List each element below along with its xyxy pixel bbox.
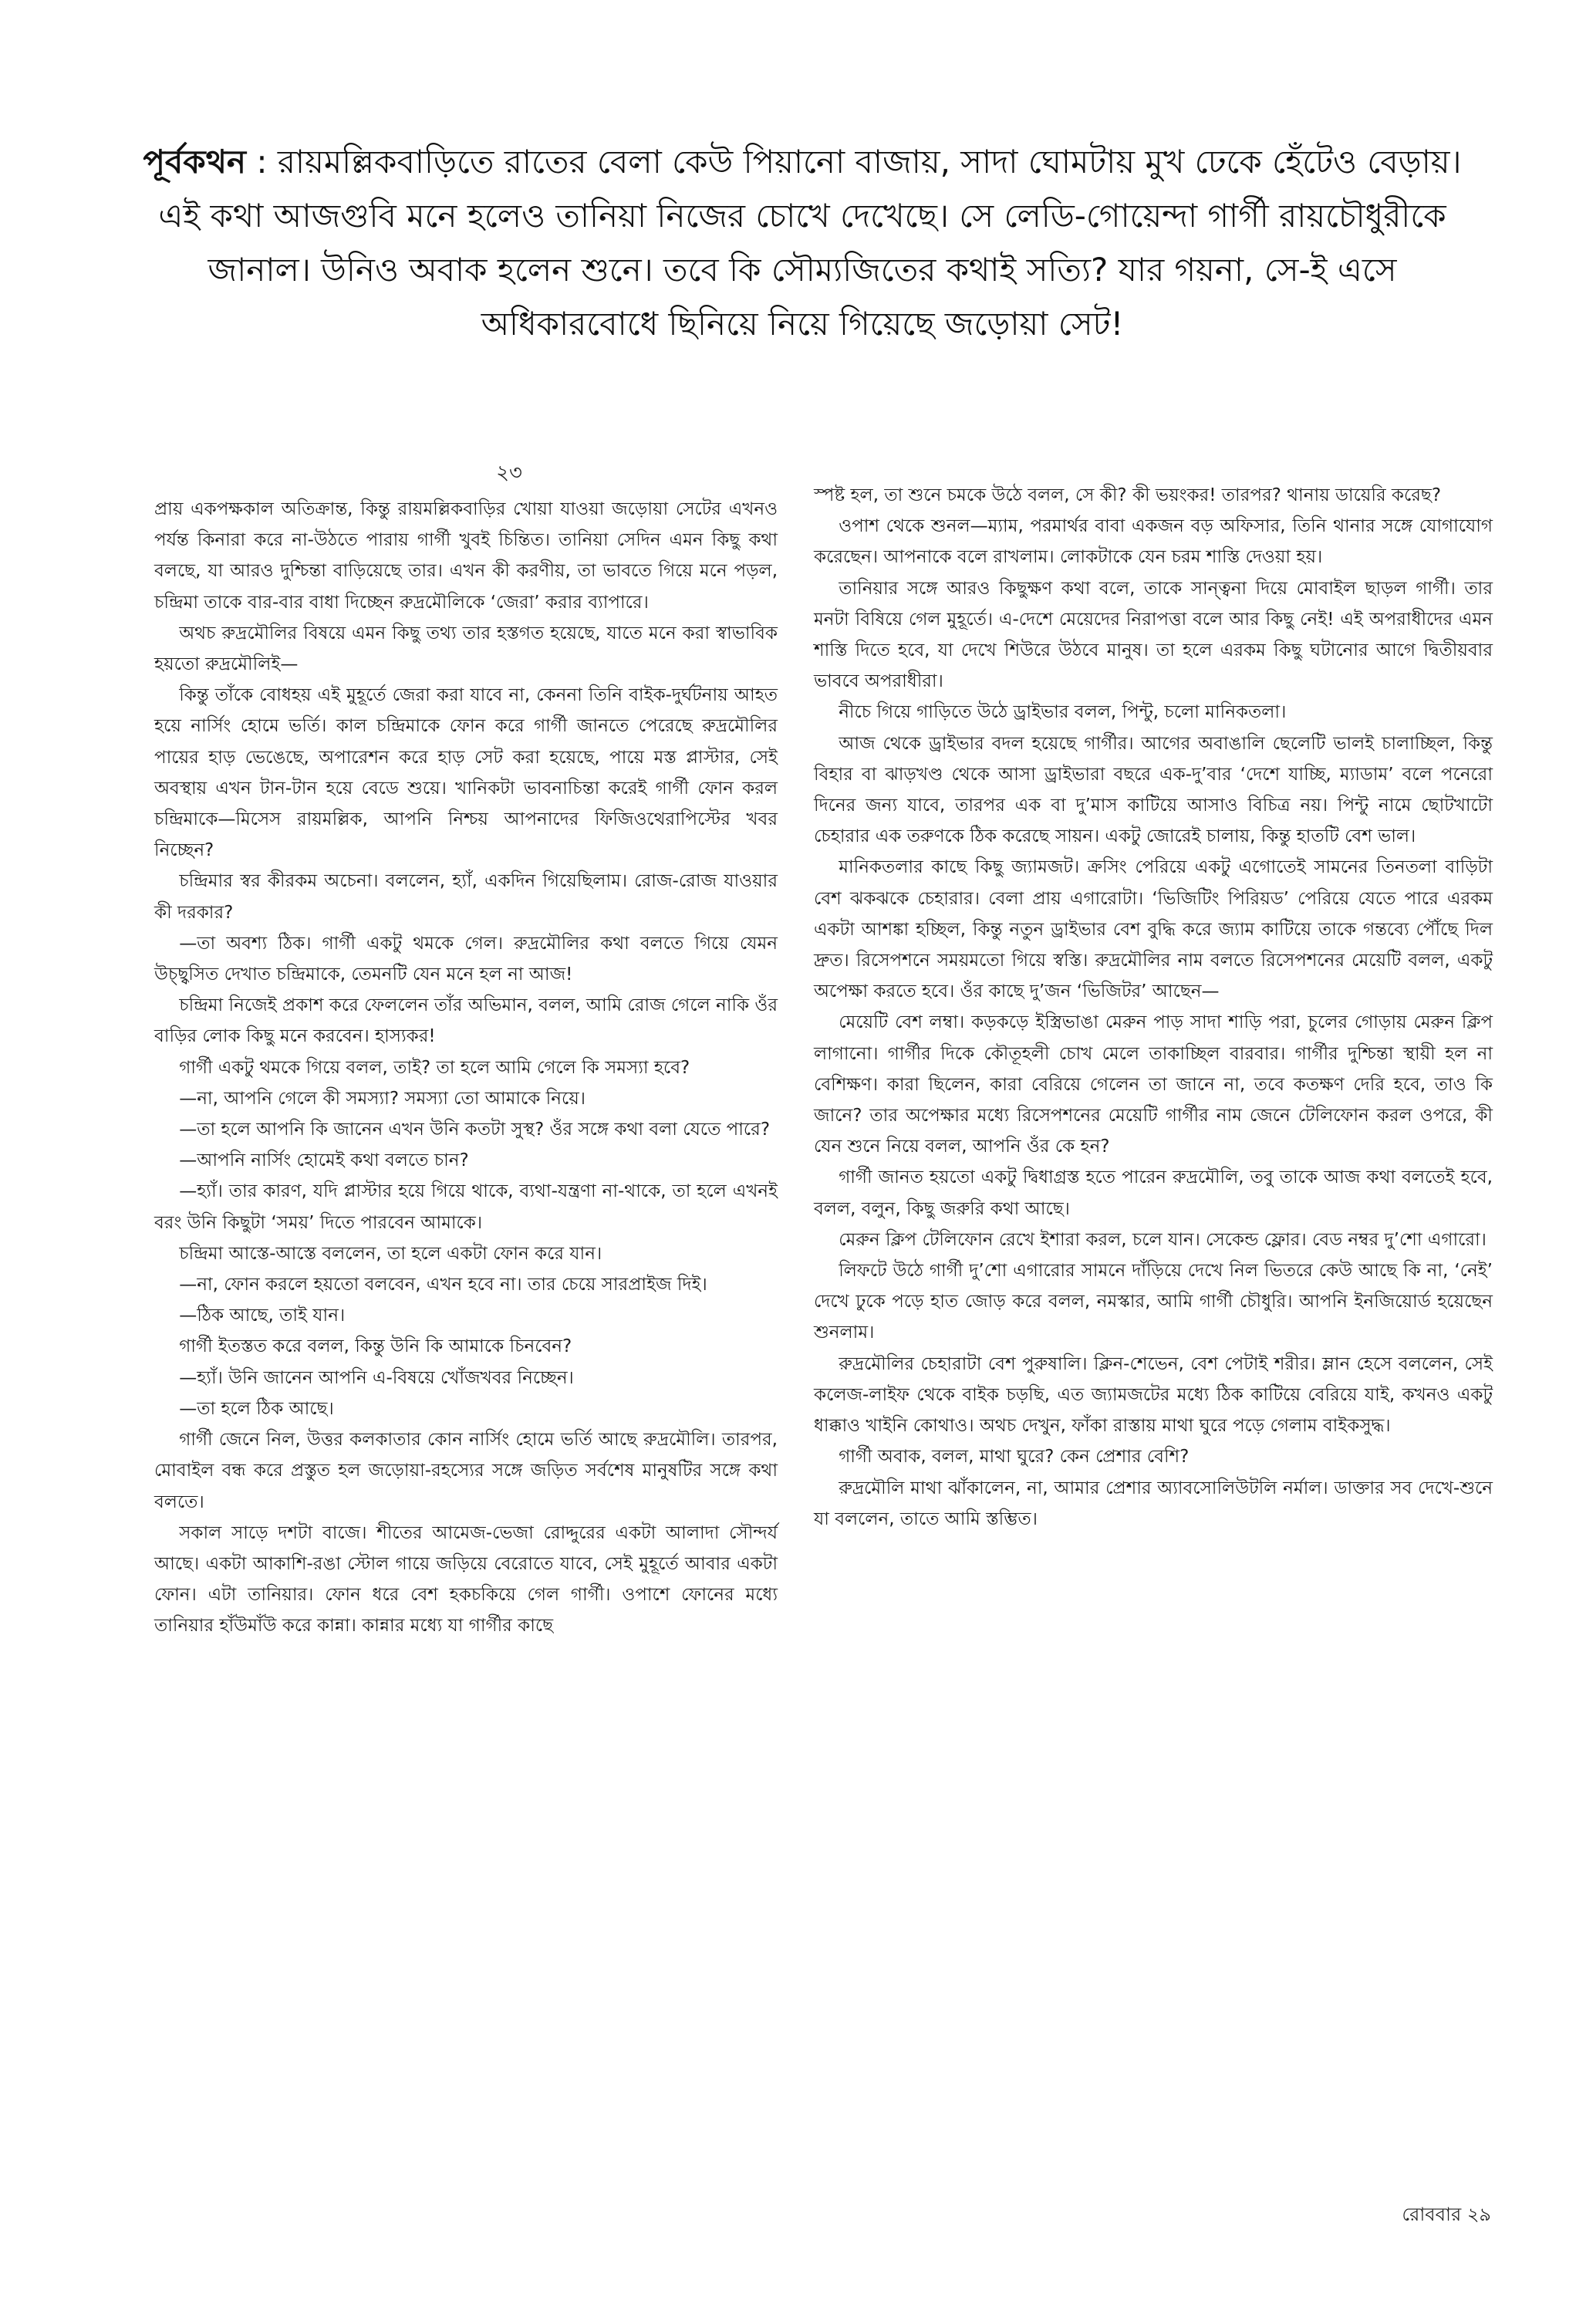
paragraph: স্পষ্ট হল, তা শুনে চমকে উঠে বলল, সে কী? কী ভয়ংকর! তারপর? থানায় ডায়েরি করেছ? — [814, 485, 1442, 505]
paragraph: —হ্যাঁ। উনি জানেন আপনি এ-বিষয়ে খোঁজখবর নিচ্ছেন। — [179, 1367, 574, 1388]
paragraph: গার্গী জেনে নিল, উত্তর কলকাতার কোন নার্সিং হোমে ভর্তি আছে রুদ্রমৌলি। তারপর, মোবাইল বন্ধ করে প্রস্তুত হল জড়োয়া-রহস্যের সঙ্গে জড়িত সর্বশেষ মানুষটির সঙ্গে কথা বলতে। — [154, 1430, 778, 1512]
synopsis-text: : রায়মল্লিকবাড়িতে রাতের বেলা কেউ পিয়ানো বাজায়, সাদা ঘোমটায় মুখ ঢেকে হেঁটেও বেড়ায়। এই কথা আজগুবি মনে হলেও তানিয়া নিজের চোখে দেখেছে। সে লেডি-গোয়েন্দা গার্গী রায়চৌধুরীকে জানাল। উনিও অবাক হলেন শুনে। তবে কি সৌম্যজিতের কথাই সত্যি? যার গয়না, সে-ই এসে অধিকারবোধে ছিনিয়ে নিয়ে গিয়েছে জড়োয়া সেট! — [158, 143, 1462, 343]
paragraph: মেয়েটি বেশ লম্বা। কড়কড়ে ইস্ত্রিভাঙা মেরুন পাড় সাদা শাড়ি পরা, চুলের গোড়ায় মেরুন ক্লিপ লাগানো। গার্গীর দিকে কৌতূহলী চোখ মেলে তাকাচ্ছিল বারবার। গার্গীর দুশ্চিন্তা স্থায়ী হল না বেশিক্ষণ। কারা ছিলেন, কারা বেরিয়ে গেলেন তা জানে না, তবে কতক্ষণ দেরি হবে, তাও কি জানে? তার অপেক্ষার মধ্যে রিসেপশনের মেয়েটি গার্গীর নাম জেনে টেলিফোন করল ওপরে, কী যেন শুনে নিয়ে বলল, আপনি ওঁর কে হন? — [814, 1012, 1493, 1157]
chapter-number: ২৩ — [496, 461, 522, 485]
paragraph: মেরুন ক্লিপ টেলিফোন রেখে ইশারা করল, চলে যান। সেকেন্ড ফ্লোর। বেড নম্বর দু’শো এগারো। — [839, 1229, 1487, 1250]
synopsis-label: পূর্বকথন — [143, 143, 246, 181]
paragraph: কিন্তু তাঁকে বোধহয় এই মুহূর্তে জেরা করা যাবে না, কেননা তিনি বাইক-দুর্ঘটনায় আহত হয়ে নার্সিং হোমে ভর্তি। কাল চন্দ্রিমাকে ফোন করে গার্গী জানতে পেরেছে রুদ্রমৌলির পায়ের হাড় ভেঙেছে, অপারেশন করে হাড় সেট করা হয়েছে, পায়ে মস্ত প্লাস্টার, সেই অবস্থায় এখন টান-টান হয়ে বেডে শুয়ে। খানিকটা ভাবনাচিন্তা করেই গার্গী ফোন করল চন্দ্রিমাকে—মিসেস রায়মল্লিক, আপনি নিশ্চয় আপনাদের ফিজিওথেরাপিস্টের খবর নিচ্ছেন? — [154, 685, 778, 861]
paragraph: অথচ রুদ্রমৌলির বিষয়ে এমন কিছু তথ্য তার হস্তগত হয়েছে, যাতে মনে করা স্বাভাবিক হয়তো রুদ্রমৌলিই— — [154, 623, 778, 675]
paragraph: ওপাশ থেকে শুনল—ম্যাম, পরমার্থর বাবা একজন বড় অফিসার, তিনি থানার সঙ্গে যোগাযোগ করেছেন। আপনাকে বলে রাখলাম। লোকটাকে যেন চরম শাস্তি দেওয়া হয়। — [814, 516, 1493, 568]
paragraph: আজ থেকে ড্রাইভার বদল হয়েছে গার্গীর। আগের অবাঙালি ছেলেটি ভালই চালাচ্ছিল, কিন্তু বিহার বা ঝাড়খণ্ড থেকে আসা ড্রাইভারা বছরে এক-দু’বার ‘দেশে যাচ্ছি, ম্যাডাম’ বলে পনেরো দিনের জন্য যাবে, তারপর এক বা দু’মাস কাটিয়ে আসাও বিচিত্র নয়। পিন্টু নামে ছোটখাটো চেহারার এক তরুণকে ঠিক করেছে সায়ন। একটু জোরেই চালায়, কিন্তু হাতটি বেশ ভাল। — [814, 733, 1493, 847]
magazine-name: রোববার — [1402, 2204, 1462, 2225]
paragraph: রুদ্রমৌলি মাথা ঝাঁকালেন, না, আমার প্রেশার অ্যাবসোলিউটলি নর্মাল। ডাক্তার সব দেখে-শুনে যা বললেন, তাতে আমি স্তম্ভিত। — [814, 1478, 1493, 1529]
paragraph: —ঠিক আছে, তাই যান। — [179, 1306, 346, 1326]
page-folio — [1402, 2201, 1491, 2231]
page-number: ২৯ — [1466, 2204, 1491, 2225]
paragraph: তানিয়ার সঙ্গে আরও কিছুক্ষণ কথা বলে, তাকে সান্ত্বনা দিয়ে মোবাইল ছাড়ল গার্গী। তার মনটা বিষিয়ে গেল মুহূর্তে। এ-দেশে মেয়েদের নিরাপত্তা বলে আর কিছু নেই! এই অপরাধীদের এমন শাস্তি দিতে হবে, যা দেখে শিউরে উঠবে মানুষ। তা হলে এরকম কিছু ঘটানোর আগে দ্বিতীয়বার ভাববে অপরাধীরা। — [814, 578, 1493, 692]
paragraph: প্রায় একপক্ষকাল অতিক্রান্ত, কিন্তু রায়মল্লিকবাড়ির খোয়া যাওয়া জড়োয়া সেটের এখনও পর্যন্ত কিনারা করে না-উঠতে পারায় গার্গী খুবই চিন্তিত। তানিয়া সেদিন এমন কিছু কথা বলছে, যা আরও দুশ্চিন্তা বাড়িয়েছে তার। এখন কী করণীয়, তা ভাবতে গিয়ে মনে পড়ল, চন্দ্রিমা তাকে বার-বার বাধা দিচ্ছেন রুদ্রমৌলিকে ‘জেরা’ করার ব্যাপারে। — [154, 499, 778, 613]
paragraph: গার্গী একটু থমকে গিয়ে বলল, তাই? তা হলে আমি গেলে কি সমস্যা হবে? — [179, 1057, 690, 1078]
paragraph: রুদ্রমৌলির চেহারাটা বেশ পুরুষালি। ক্লিন-শেভেন, বেশ পেটাই শরীর। ম্লান হেসে বললেন, সেই কলেজ-লাইফ থেকে বাইক চড়ছি, এত জ্যামজটের মধ্যে ঠিক কাটিয়ে বেরিয়ে যাই, কখনও একটু ধাক্কাও খাইনি কোথাও। অথচ দেখুন, ফাঁকা রাস্তায় মাথা ঘুরে পড়ে গেলাম বাইকসুদ্ধ। — [814, 1353, 1493, 1437]
synopsis-block — [139, 135, 1466, 351]
paragraph: গার্গী অবাক, বলল, মাথা ঘুরে? কেন প্রেশার বেশি? — [839, 1447, 1190, 1468]
paragraph: চন্দ্রিমার স্বর কীরকম অচেনা। বললেন, হ্যাঁ, একদিন গিয়েছিলাম। রোজ-রোজ যাওয়ার কী দরকার? — [154, 871, 778, 923]
paragraph: সকাল সাড়ে দশটা বাজে। শীতের আমেজ-ভেজা রোদ্দুরের একটা আলাদা সৌন্দর্য আছে। একটা আকাশি-রঙা স্টোল গায়ে জড়িয়ে বেরোতে যাবে, সেই মুহূর্তে আবার একটা ফোন। এটা তানিয়ার। ফোন ধরে বেশ হকচকিয়ে গেল গার্গী। ওপাশে ফোনের মধ্যে তানিয়ার হাঁউমাঁউ করে কান্না। কান্নার মধ্যে যা গার্গীর কাছে — [154, 1522, 778, 1637]
paragraph: চন্দ্রিমা নিজেই প্রকাশ করে ফেললেন তাঁর অভিমান, বলল, আমি রোজ গেলে নাকি ওঁর বাড়ির লোক কিছু মনে করবেন। হাস্যকর! — [154, 995, 778, 1047]
paragraph: লিফটে উঠে গার্গী দু’শো এগারোর সামনে দাঁড়িয়ে দেখে নিল ভিতরে কেউ আছে কি না, ‘নেই’ দেখে ঢুকে পড়ে হাত জোড় করে বলল, নমস্কার, আমি গার্গী চৌধুরি। আপনি ইনজিয়োর্ড হয়েছেন শুনলাম। — [814, 1261, 1493, 1343]
paragraph: গার্গী ইতস্তত করে বলল, কিন্তু উনি কি আমাকে চিনবেন? — [179, 1336, 572, 1357]
paragraph: —তা অবশ্য ঠিক। গার্গী একটু থমকে গেল। রুদ্রমৌলির কথা বলতে গিয়ে যেমন উচ্ছ্বসিত দেখাত চন্দ্রিমাকে, তেমনটি যেন মনে হল না আজ! — [154, 933, 778, 985]
left-column — [154, 494, 778, 1642]
paragraph: —তা হলে ঠিক আছে। — [179, 1398, 334, 1419]
paragraph: গার্গী জানত হয়তো একটু দ্বিধাগ্রস্ত হতে পারেন রুদ্রমৌলি, তবু তাকে আজ কথা বলতেই হবে, বলল, বলুন, কিছু জরুরি কথা আছে। — [814, 1167, 1493, 1219]
paragraph: —না, ফোন করলে হয়তো বলবেন, এখন হবে না। তার চেয়ে সারপ্রাইজ দিই। — [179, 1275, 707, 1295]
paragraph: চন্দ্রিমা আস্তে-আস্তে বললেন, তা হলে একটা ফোন করে যান। — [179, 1243, 602, 1264]
paragraph: নীচে গিয়ে গাড়িতে উঠে ড্রাইভার বলল, পিন্টু, চলো মানিকতলা। — [839, 702, 1287, 723]
paragraph: —হ্যাঁ। তার কারণ, যদি প্লাস্টার হয়ে গিয়ে থাকে, ব্যথা-যন্ত্রণা না-থাকে, তা হলে এখনই বরং উনি কিছুটা ‘সময়’ দিতে পারবেন আমাকে। — [154, 1181, 778, 1233]
right-column — [814, 480, 1493, 1535]
paragraph: মানিকতলার কাছে কিছু জ্যামজট। ক্রসিং পেরিয়ে একটু এগোতেই সামনের তিনতলা বাড়িটা বেশ ঝকঝকে চেহারার। বেলা প্রায় এগারোটা। ‘ভিজিটিং পিরিয়ড’ পেরিয়ে যেতে পারে এরকম একটা আশঙ্কা হচ্ছিল, কিন্তু নতুন ড্রাইভার বেশ বুদ্ধি করে জ্যাম কাটিয়ে তাকে গন্তব্যে পৌঁছে দিল দ্রুত। রিসেপশনে সময়মতো গিয়ে স্বস্তি। রুদ্রমৌলির নাম বলতে রিসেপশনের মেয়েটি বলল, একটু অপেক্ষা করতে হবে। ওঁর কাছে দু’জন ‘ভিজিটর’ আছেন— — [814, 857, 1493, 1002]
paragraph: —আপনি নার্সিং হোমেই কথা বলতে চান? — [179, 1150, 469, 1171]
paragraph: —তা হলে আপনি কি জানেন এখন উনি কতটা সুস্থ? ওঁর সঙ্গে কথা বলা যেতে পারে? — [179, 1120, 771, 1140]
paragraph: —না, আপনি গেলে কী সমস্যা? সমস্যা তো আমাকে নিয়ে। — [179, 1088, 586, 1109]
